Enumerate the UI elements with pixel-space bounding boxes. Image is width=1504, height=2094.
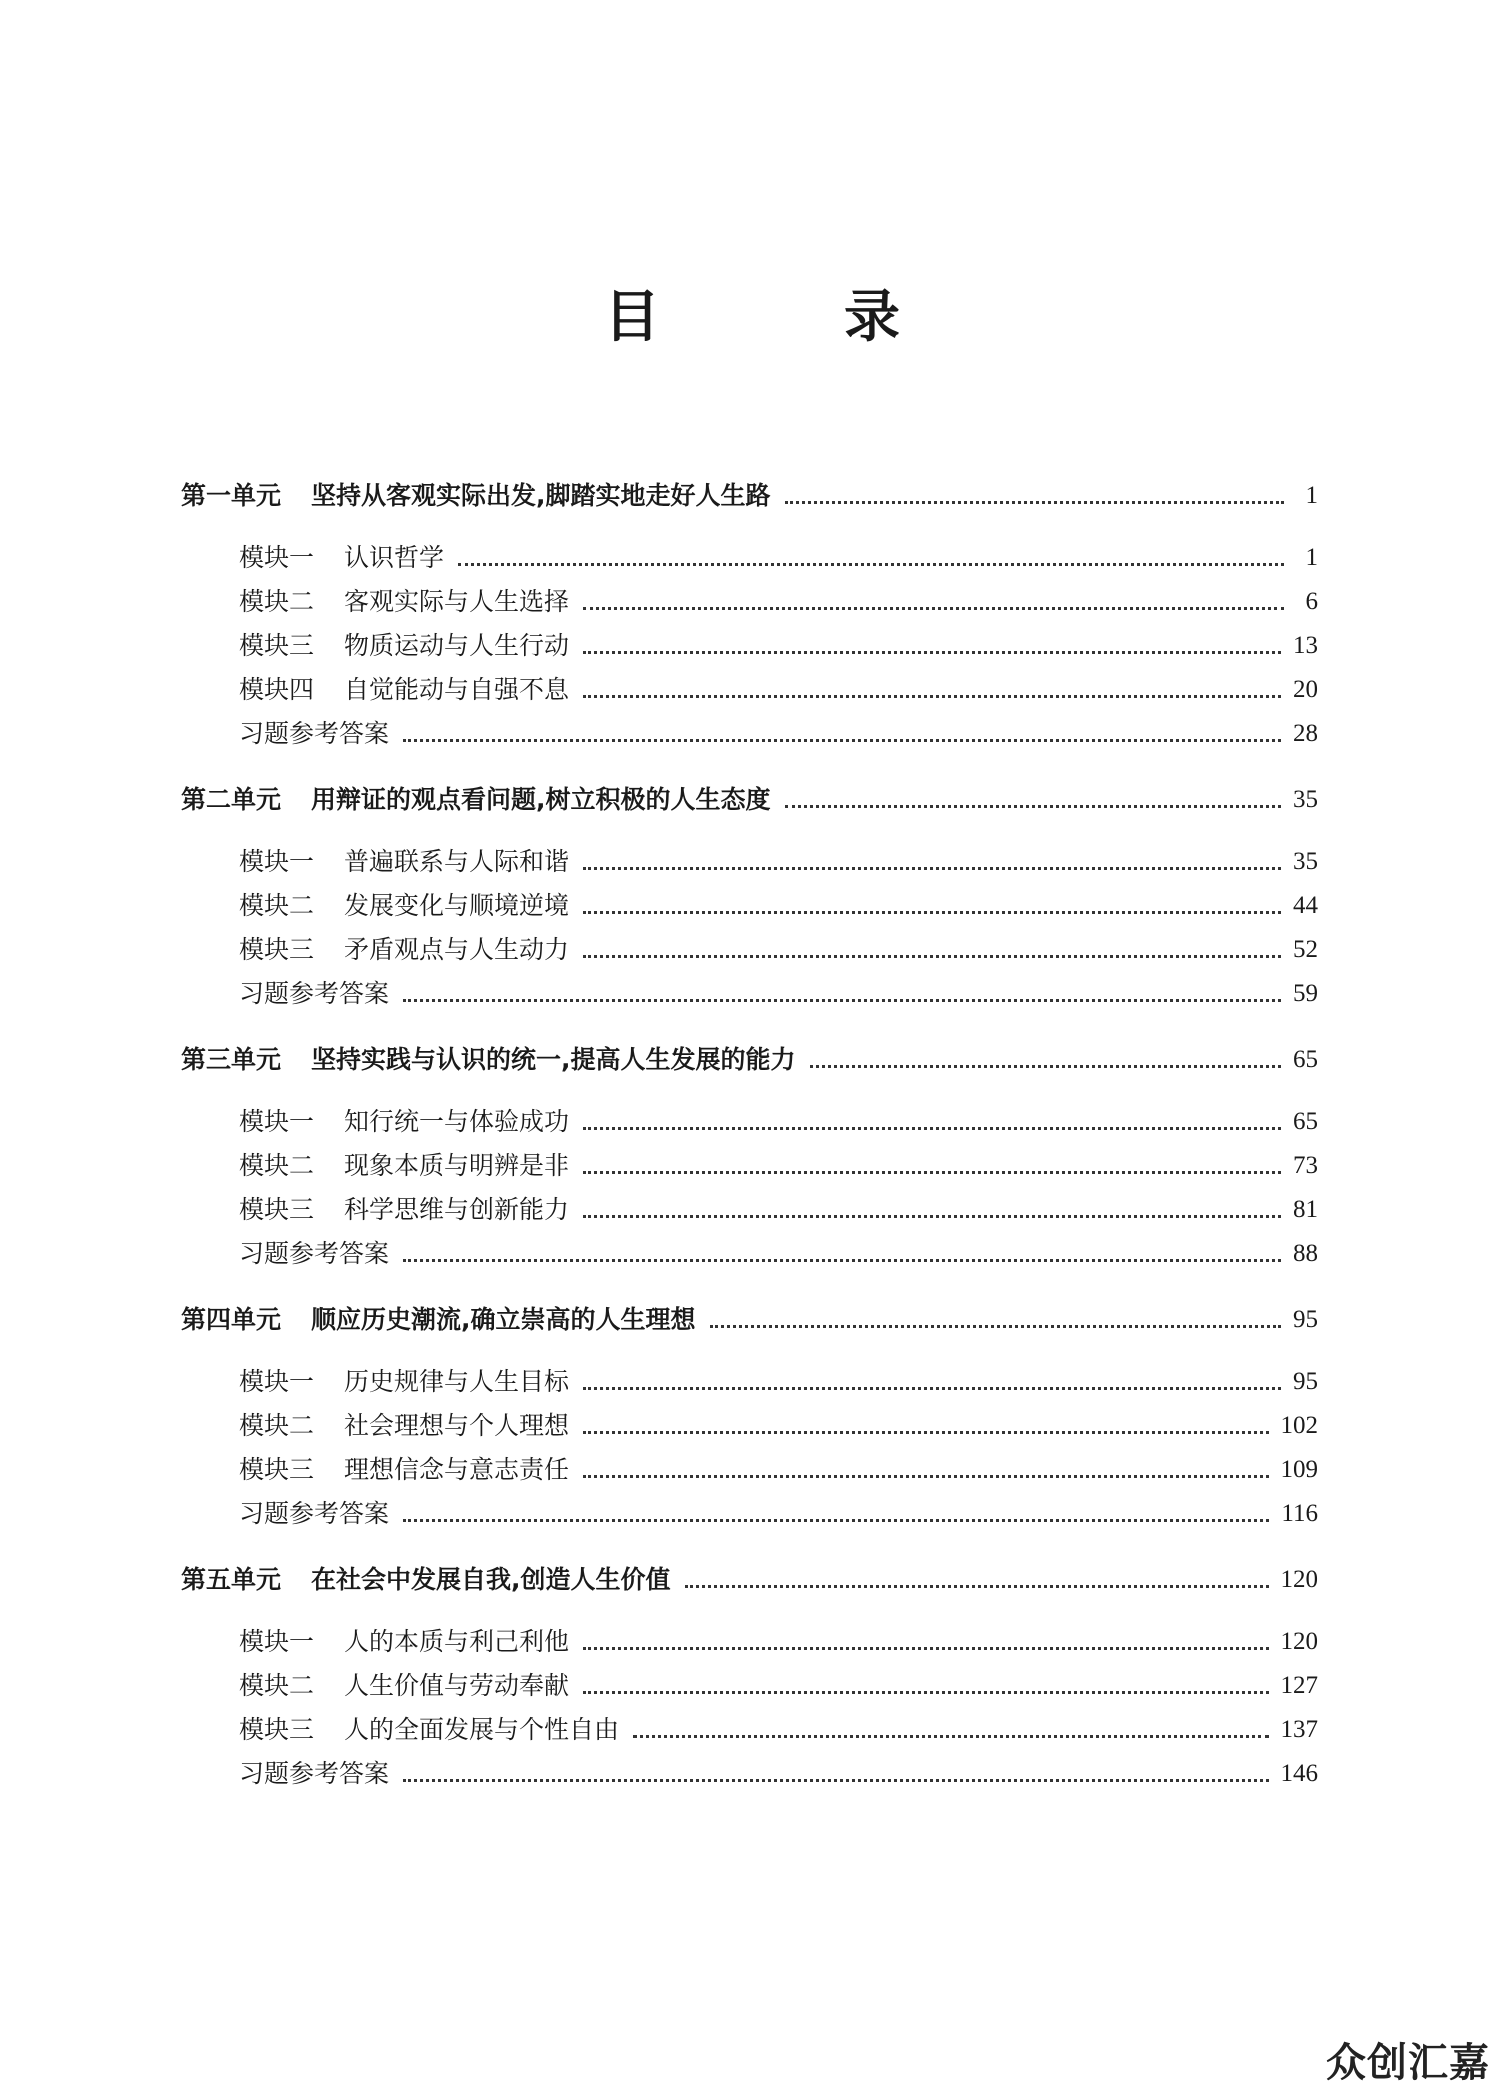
page-number: 65 <box>1293 1108 1318 1135</box>
unit-label: 第四单元 <box>181 1305 282 1334</box>
module-label: 模块一 <box>239 1107 315 1136</box>
toc-entry[interactable] <box>181 531 1318 575</box>
dot-leader <box>403 1519 1269 1522</box>
toc-entry[interactable] <box>181 663 1318 707</box>
dot-leader <box>785 805 1281 808</box>
toc-entry[interactable] <box>181 1227 1318 1271</box>
page-number: 35 <box>1293 786 1318 813</box>
unit-label: 第三单元 <box>181 1045 282 1074</box>
dot-leader <box>583 911 1281 914</box>
dot-leader <box>583 1127 1281 1130</box>
entry-title: 历史规律与人生目标 <box>344 1367 570 1396</box>
dot-leader <box>583 1215 1281 1218</box>
unit-title: 用辩证的观点看问题,树立积极的人生态度 <box>311 785 771 814</box>
page-number: 109 <box>1280 1456 1318 1483</box>
entry-title: 发展变化与顺境逆境 <box>344 891 570 920</box>
toc-entry[interactable] <box>181 1443 1318 1487</box>
entry-title: 理想信念与意志责任 <box>344 1455 570 1484</box>
dot-leader <box>403 999 1281 1002</box>
page-number: 95 <box>1293 1368 1318 1395</box>
entry-title: 普遍联系与人际和谐 <box>344 847 570 876</box>
page-title: 目 录 <box>604 284 964 350</box>
page-number: 116 <box>1281 1500 1318 1527</box>
page-number: 28 <box>1293 720 1318 747</box>
entry-title: 人生价值与劳动奉献 <box>344 1671 570 1700</box>
page-number: 127 <box>1280 1672 1318 1699</box>
page-number: 52 <box>1293 936 1318 963</box>
entry-title: 矛盾观点与人生动力 <box>344 935 570 964</box>
page-number: 44 <box>1293 892 1318 919</box>
entry-title: 习题参考答案 <box>239 979 390 1008</box>
toc-entry[interactable] <box>181 1139 1318 1183</box>
unit-label: 第五单元 <box>181 1565 282 1594</box>
entry-title: 习题参考答案 <box>239 1759 390 1788</box>
module-label: 模块二 <box>239 1671 315 1700</box>
module-label: 模块二 <box>239 1411 315 1440</box>
toc-unit-heading[interactable] <box>181 1531 1318 1597</box>
dot-leader <box>583 607 1284 610</box>
page-number: 81 <box>1293 1196 1318 1223</box>
entry-title: 知行统一与体验成功 <box>344 1107 570 1136</box>
toc-unit <box>181 447 1318 751</box>
page-number: 1 <box>1305 482 1318 509</box>
toc-entry[interactable] <box>181 619 1318 663</box>
dot-leader <box>583 955 1281 958</box>
module-label: 模块三 <box>239 631 315 660</box>
module-label: 模块一 <box>239 543 315 572</box>
toc-entry[interactable] <box>181 1399 1318 1443</box>
toc-entry[interactable] <box>181 835 1318 879</box>
entry-title: 习题参考答案 <box>239 1239 390 1268</box>
entry-title: 人的本质与利己利他 <box>344 1627 570 1656</box>
page-number: 88 <box>1293 1240 1318 1267</box>
toc-entry[interactable] <box>181 923 1318 967</box>
dot-leader <box>403 1779 1268 1782</box>
module-label: 模块三 <box>239 1195 315 1224</box>
page-number: 73 <box>1293 1152 1318 1179</box>
dot-leader <box>685 1585 1269 1588</box>
entry-title: 物质运动与人生行动 <box>344 631 570 660</box>
page-number: 59 <box>1293 980 1318 1007</box>
module-label: 模块三 <box>239 935 315 964</box>
entry-title: 认识哲学 <box>344 543 445 572</box>
page-number: 20 <box>1293 676 1318 703</box>
toc-unit-heading[interactable] <box>181 1271 1318 1337</box>
module-label: 模块一 <box>239 847 315 876</box>
dot-leader <box>583 867 1281 870</box>
entry-title: 自觉能动与自强不息 <box>344 675 570 704</box>
entry-title: 社会理想与个人理想 <box>344 1411 570 1440</box>
unit-title: 坚持实践与认识的统一,提高人生发展的能力 <box>311 1045 796 1074</box>
watermark-logo: 众创汇嘉 <box>1326 2040 1490 2086</box>
toc-entry[interactable] <box>181 1615 1318 1659</box>
entry-title: 客观实际与人生选择 <box>344 587 570 616</box>
dot-leader <box>785 501 1284 504</box>
module-label: 模块三 <box>239 1455 315 1484</box>
unit-label: 第二单元 <box>181 785 282 814</box>
module-label: 模块二 <box>239 1151 315 1180</box>
module-label: 模块三 <box>239 1715 315 1744</box>
toc-entry[interactable] <box>181 1747 1318 1791</box>
module-label: 模块二 <box>239 891 315 920</box>
toc-entry[interactable] <box>181 1095 1318 1139</box>
module-label: 模块四 <box>239 675 315 704</box>
toc-unit <box>181 1271 1318 1531</box>
page-number: 6 <box>1305 588 1318 615</box>
toc-entry[interactable] <box>181 1355 1318 1399</box>
toc-unit-heading[interactable] <box>181 447 1318 513</box>
toc-unit <box>181 1011 1318 1271</box>
page-number: 65 <box>1293 1046 1318 1073</box>
dot-leader <box>810 1065 1281 1068</box>
module-label: 模块二 <box>239 587 315 616</box>
toc-entry[interactable] <box>181 879 1318 923</box>
unit-title: 坚持从客观实际出发,脚踏实地走好人生路 <box>311 481 771 510</box>
page-number: 146 <box>1280 1760 1318 1787</box>
unit-title: 在社会中发展自我,创造人生价值 <box>311 1565 671 1594</box>
page-number: 35 <box>1293 848 1318 875</box>
dot-leader <box>583 1647 1268 1650</box>
dot-leader <box>583 1171 1281 1174</box>
dot-leader <box>583 1691 1268 1694</box>
unit-title: 顺应历史潮流,确立崇高的人生理想 <box>311 1305 696 1334</box>
page-number: 102 <box>1280 1412 1318 1439</box>
dot-leader <box>403 739 1281 742</box>
page-number: 95 <box>1293 1306 1318 1333</box>
entry-title: 现象本质与明辨是非 <box>344 1151 570 1180</box>
page-number: 13 <box>1293 632 1318 659</box>
toc-unit-heading[interactable] <box>181 1011 1318 1077</box>
toc-entry[interactable] <box>181 1659 1318 1703</box>
toc-unit-heading[interactable] <box>181 751 1318 817</box>
dot-leader <box>458 563 1284 566</box>
toc-entry[interactable] <box>181 1703 1318 1747</box>
toc-entry[interactable] <box>181 1487 1318 1531</box>
dot-leader <box>583 651 1281 654</box>
toc-entry[interactable] <box>181 575 1318 619</box>
toc-entry[interactable] <box>181 1183 1318 1227</box>
dot-leader <box>583 1431 1268 1434</box>
dot-leader <box>583 1475 1268 1478</box>
dot-leader <box>403 1259 1281 1262</box>
toc-unit <box>181 1531 1318 1791</box>
page-number: 120 <box>1280 1628 1318 1655</box>
dot-leader <box>633 1735 1268 1738</box>
dot-leader <box>583 695 1281 698</box>
table-of-contents <box>181 447 1318 1791</box>
dot-leader <box>583 1387 1281 1390</box>
entry-title: 人的全面发展与个性自由 <box>344 1715 620 1744</box>
page-number: 137 <box>1280 1716 1318 1743</box>
unit-label: 第一单元 <box>181 481 282 510</box>
entry-title: 科学思维与创新能力 <box>344 1195 570 1224</box>
toc-entry[interactable] <box>181 707 1318 751</box>
toc-unit <box>181 751 1318 1011</box>
toc-entry[interactable] <box>181 967 1318 1011</box>
module-label: 模块一 <box>239 1367 315 1396</box>
page-number: 120 <box>1280 1566 1318 1593</box>
entry-title: 习题参考答案 <box>239 719 390 748</box>
dot-leader <box>710 1325 1281 1328</box>
entry-title: 习题参考答案 <box>239 1499 390 1528</box>
module-label: 模块一 <box>239 1627 315 1656</box>
page-number: 1 <box>1305 544 1318 571</box>
